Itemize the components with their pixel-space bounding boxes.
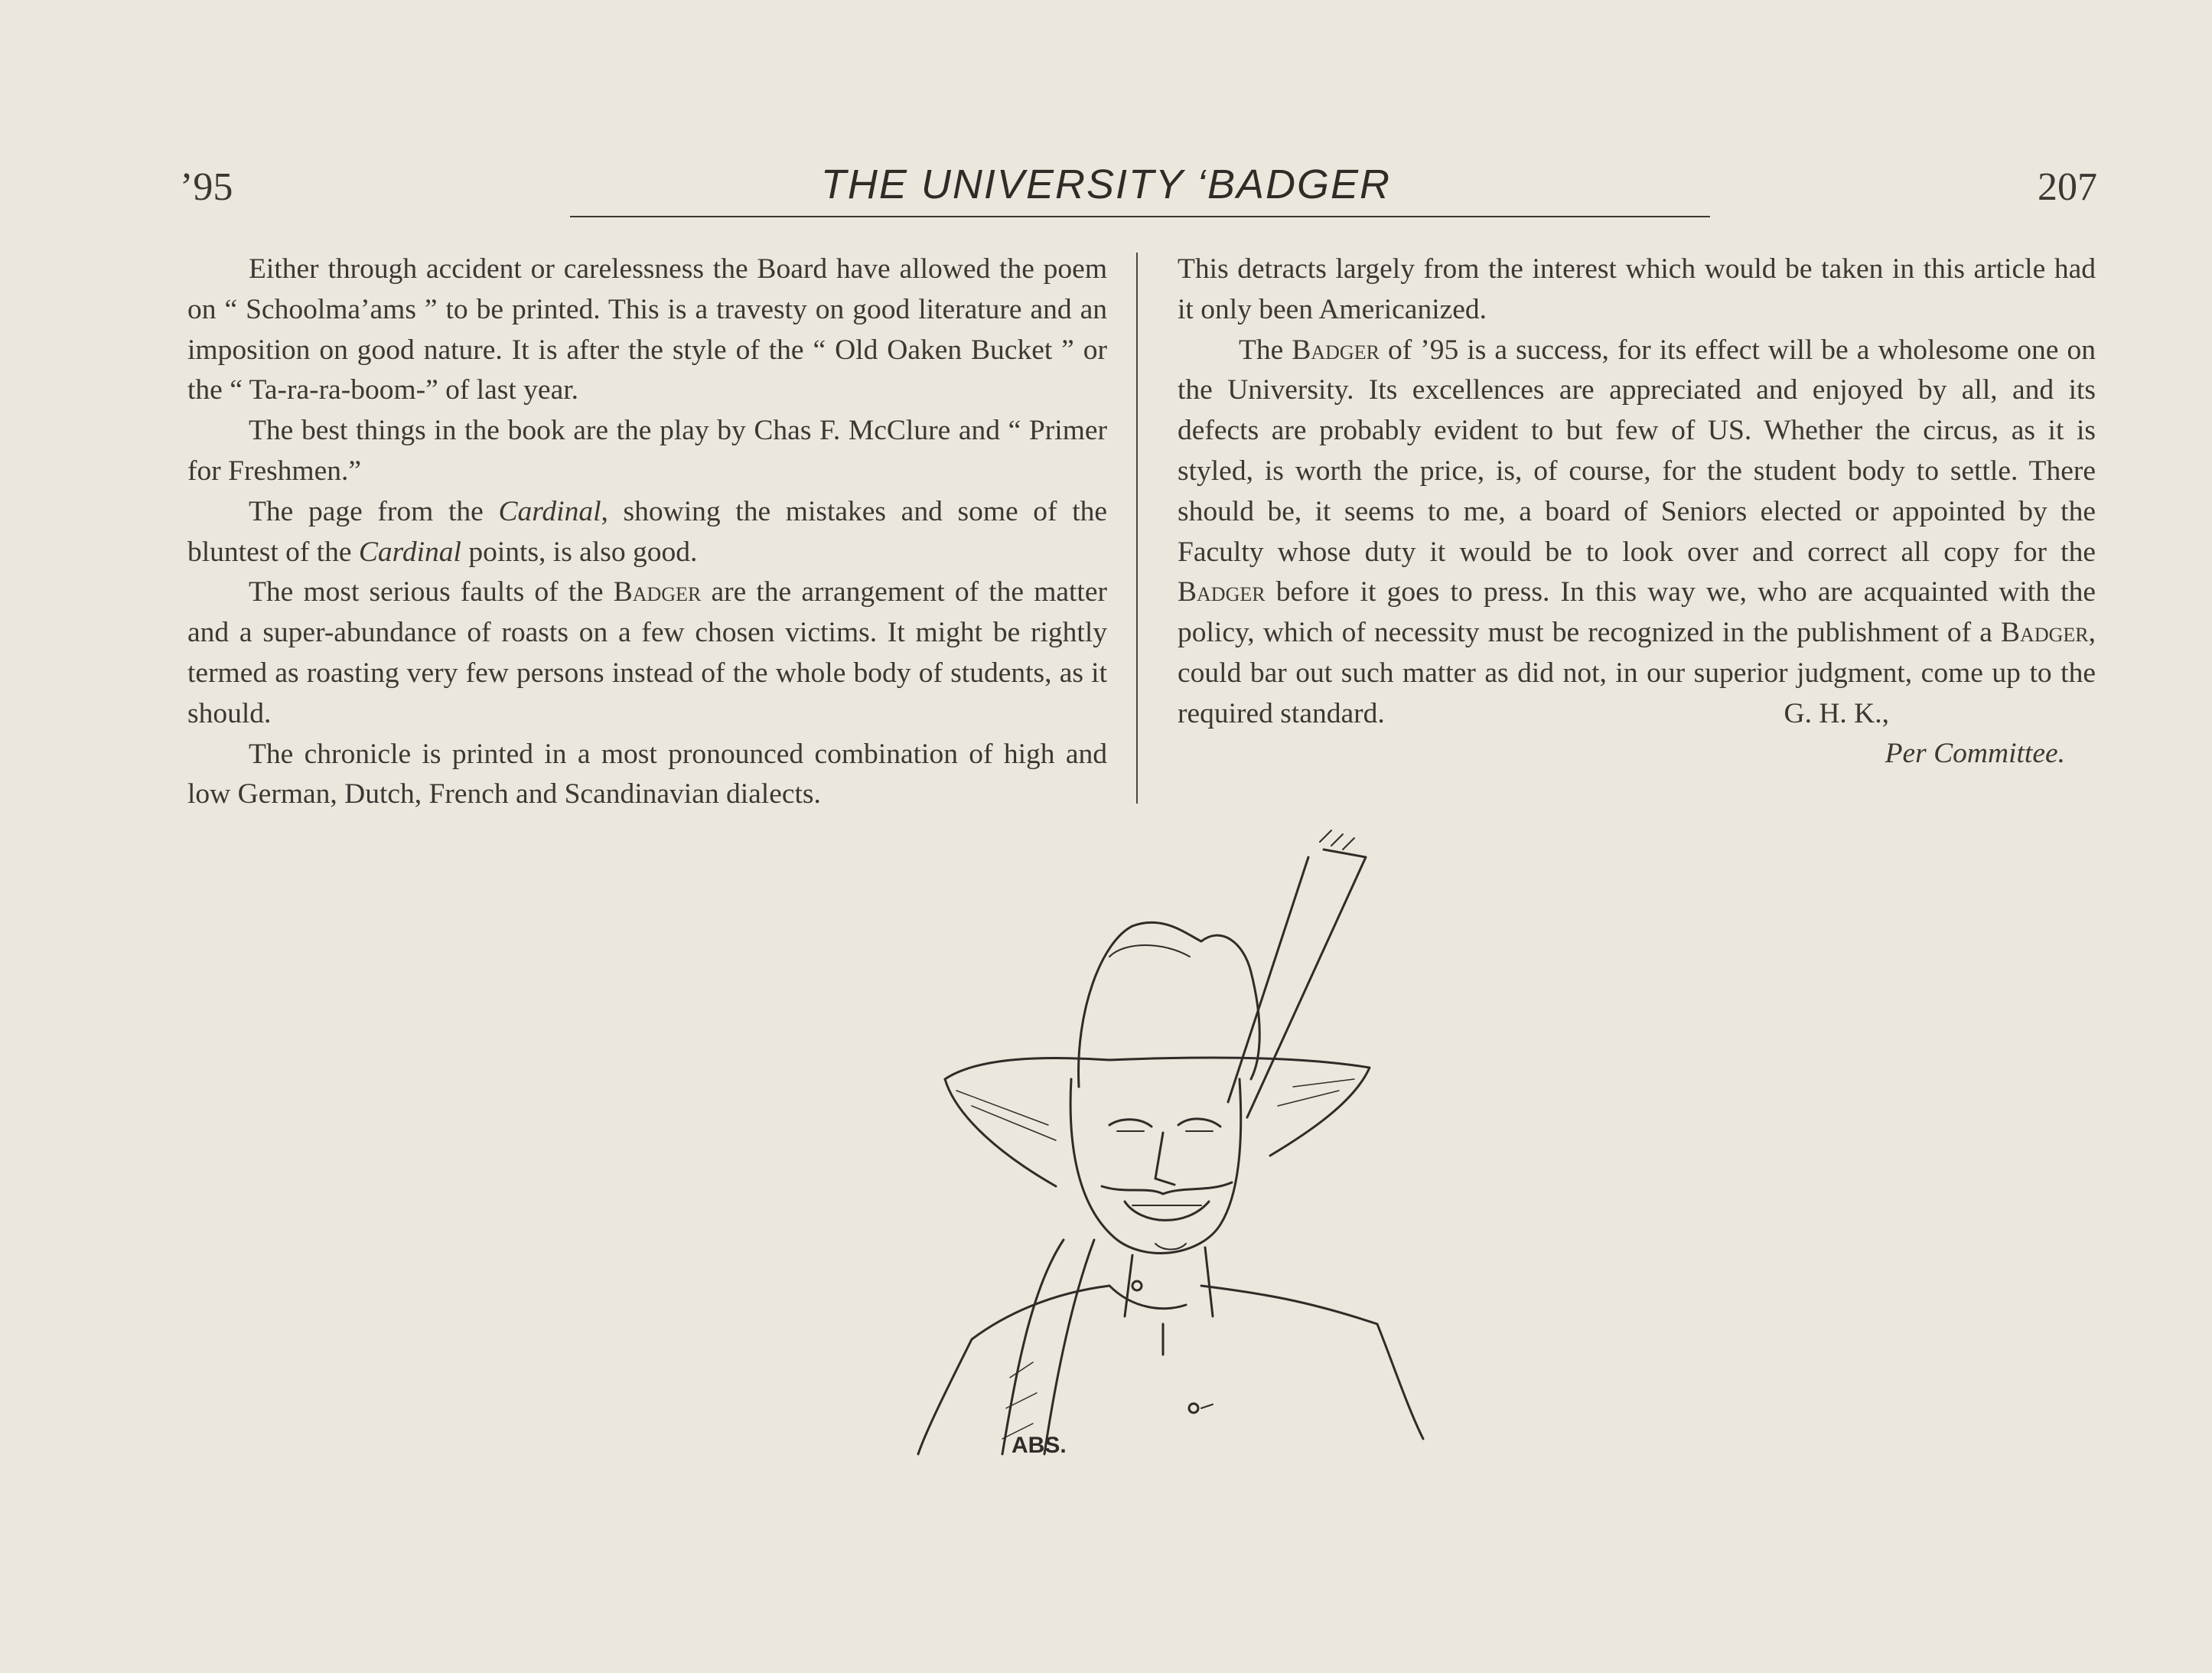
text-run: , could bar out such matter as did not, in our superior judgment, come up to the required standard.	[1178, 617, 2096, 729]
paragraph: This detracts largely from the interest which would be taken in this article had it only been Americanized.	[1178, 253, 2096, 325]
illustration-soldier-sketch	[803, 827, 1492, 1492]
text-run: are the arrangement of the matter and a super-abundance of roasts on a few chosen victims. It might be rightly termed as roasting very few persons instead of the whole body of students, as it should.	[187, 576, 1107, 729]
text-run: of ’95 is a success, for its effect will be a wholesome one on the University. Its excellences are appreciated and enjoyed by all, and its defects are probably evident to but few of US. Whether the circus, as it is styled, is worth the price, is, of course, for the student body to settle. There should be, it seems to me, a board of Seniors elected or appointed by the Faculty whose duty it would be to look over and correct all copy for the	[1178, 334, 2096, 568]
text-run: The page from the	[249, 495, 499, 527]
text-run-smallcaps: Badger	[1292, 334, 1380, 366]
page-header-left: ’95	[180, 165, 233, 209]
column-divider	[1136, 253, 1138, 804]
paragraph	[187, 492, 1107, 573]
text-run-italic: Cardinal	[498, 495, 601, 527]
right-column	[1178, 249, 2096, 775]
header-rule	[570, 216, 1710, 217]
paragraph: The best things in the book are the play by Chas F. McClure and “ Primer for Freshmen.”	[187, 415, 1107, 487]
left-column	[187, 249, 1107, 815]
page-title: THE UNIVERSITY ‘BADGER	[820, 161, 1392, 207]
text-run: points, is also good.	[461, 536, 698, 568]
signature-role: Per Committee.	[1885, 738, 2065, 770]
text-run-smallcaps: Badger	[1178, 576, 1266, 608]
artist-signature: ABS.	[1012, 1433, 1067, 1458]
text-run-smallcaps: Badger	[613, 576, 702, 608]
text-run: The	[1239, 334, 1292, 366]
paragraph	[187, 572, 1107, 734]
signature: G. H. K.,	[1784, 697, 1889, 729]
text-run-italic: Cardinal	[358, 536, 461, 568]
text-run: before it goes to press. In this way we, who are acquainted with the policy, which of necessity must be recognized in the publishment of a	[1178, 576, 2096, 649]
text-run-smallcaps: Badger	[2001, 617, 2089, 649]
paragraph: The chronicle is printed in a most pronounced combination of high and low German, Dutch, French and Scandinavian dialects.	[187, 738, 1107, 810]
text-run: The most serious faults of the	[249, 576, 614, 608]
text-run: , showing the mistakes and some of the bluntest of the	[187, 495, 1108, 568]
page-number: 207	[2038, 165, 2097, 209]
paragraph: Either through accident or carelessness the Board have allowed the poem on “ Schoolma’ams ” to be printed. This is a travesty on good literature and an imposition on good nature. It is after the style of the “ Old Oaken Bucket ” or the “ Ta-ra-ra-boom-” of last year.	[187, 253, 1107, 406]
paragraph	[1178, 331, 2096, 735]
